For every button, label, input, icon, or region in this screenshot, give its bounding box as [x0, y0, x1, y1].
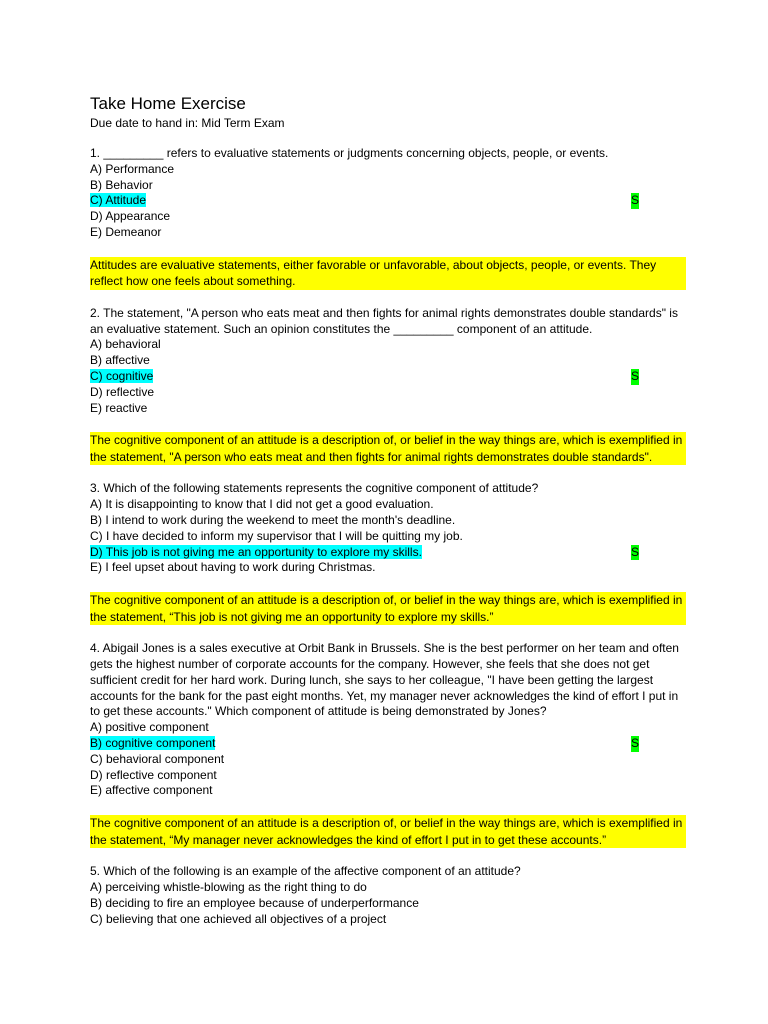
q3-option-d	[90, 545, 686, 561]
q2-option-a: A) behavioral	[90, 337, 161, 352]
q3-answer-mark: S	[631, 544, 640, 559]
q5-option-a: A) perceiving whistle-blowing as the right thing to do	[90, 879, 367, 894]
q2-answer-highlight: C) cognitive	[90, 368, 154, 383]
q4-option-c: C) behavioral component	[90, 751, 225, 766]
q4-option-e: E) affective component	[90, 783, 213, 798]
q3-option-b: B) I intend to work during the weekend to meet the month's deadline.	[90, 512, 456, 527]
q2-answer-mark: S	[631, 368, 640, 383]
q4-option-a: A) positive component	[90, 720, 209, 735]
q1-answer-highlight: C) Attitude	[90, 193, 147, 208]
q3-option-c: C) I have decided to inform my supervisor that I will be quitting my job.	[90, 528, 463, 543]
q1-option-a: A) Performance	[90, 161, 175, 176]
q2-option-c	[90, 369, 686, 385]
q5-stem: 5. Which of the following is an example of the affective component of an attitude?	[90, 864, 521, 879]
q3-option-e: E) I feel upset about having to work during Christmas.	[90, 560, 376, 575]
page-title: Take Home Exercise	[90, 94, 246, 113]
q2-option-d: D) reflective	[90, 384, 155, 399]
q1-answer-mark: S	[631, 193, 640, 208]
q4-explanation: The cognitive component of an attitude is a description of, or belief in the way things are, which is exemplified in the statement, “My manager never acknowledges the kind of effort I put in to get these accounts.”	[90, 815, 686, 848]
q2-explanation: The cognitive component of an attitude is a description of, or belief in the way things are, which is exemplified in the statement, "A person who eats meat and then fights for animal rights demonstrates double standards".	[90, 432, 686, 465]
q1-option-b: B) Behavior	[90, 177, 153, 192]
q1-stem: 1. _________ refers to evaluative statements or judgments concerning objects, people, or events.	[90, 146, 609, 160]
q2-option-b: B) affective	[90, 353, 150, 368]
q3-explanation: The cognitive component of an attitude is a description of, or belief in the way things are, which is exemplified in the statement, “This job is not giving me an opportunity to explore my skills.”	[90, 592, 686, 625]
q1-option-c	[90, 193, 686, 209]
q4-option-b	[90, 736, 686, 752]
q1-option-e: E) Demeanor	[90, 224, 162, 239]
q5-option-c: C) believing that one achieved all objectives of a project	[90, 911, 387, 926]
q4-answer-highlight: B) cognitive component	[90, 735, 216, 750]
q3-stem: 3. Which of the following statements represents the cognitive component of attitude?	[90, 481, 539, 496]
q1-option-d: D) Appearance	[90, 209, 171, 224]
q3-answer-highlight: D) This job is not giving me an opportunity to explore my skills.	[90, 544, 422, 559]
due-date: Due date to hand in: Mid Term Exam	[90, 116, 285, 130]
q4-option-d: D) reflective component	[90, 767, 217, 782]
q2-stem: 2. The statement, "A person who eats meat and then fights for animal rights demonstrates double standards" is an evaluative statement. Such an opinion constitutes the _________ component of an attitude.	[90, 305, 678, 336]
q1-explanation: Attitudes are evaluative statements, either favorable or unfavorable, about objects, people, or events. They reflect how one feels about something.	[90, 257, 686, 290]
q4-answer-mark: S	[631, 735, 640, 750]
document-body	[90, 93, 686, 927]
q5-option-b: B) deciding to fire an employee because of underperformance	[90, 895, 419, 910]
q3-option-a: A) It is disappointing to know that I did not get a good evaluation.	[90, 497, 434, 512]
q2-option-e: E) reactive	[90, 400, 148, 415]
q4-stem: 4. Abigail Jones is a sales executive at Orbit Bank in Brussels. She is the best performer on her team and often gets the highest number of corporate accounts for the company. However, she feels that she does not get sufficient credit for her hard work. During lunch, she says to her colleague, "I have been getting the largest accounts for the bank for the past eight months. Yet, my manager never acknowledges the kind of effort I put in to get these accounts." Which component of attitude is being demonstrated by Jones?	[90, 641, 679, 719]
